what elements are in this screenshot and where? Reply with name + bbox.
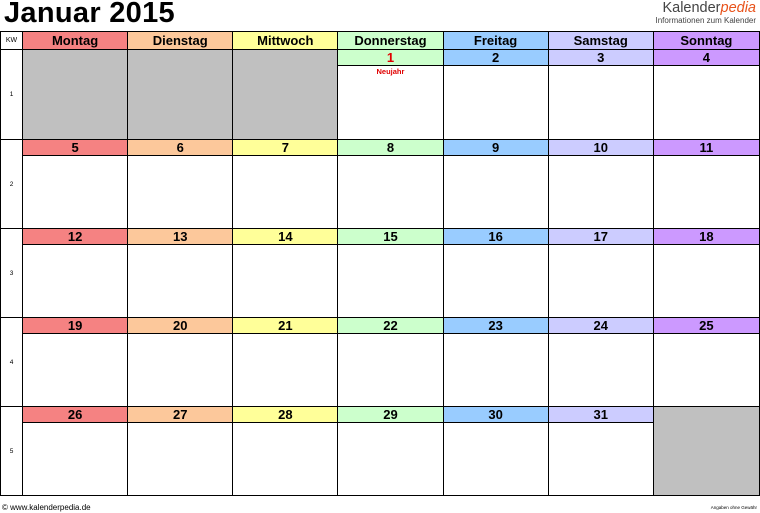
week-4-number-row (1, 318, 760, 334)
holiday-label: Neujahr (376, 67, 405, 76)
day-cell[interactable] (128, 156, 233, 229)
day-number: 12 (23, 229, 128, 245)
day-number: 23 (443, 318, 548, 334)
week-number: 4 (1, 318, 23, 407)
day-number: 9 (443, 140, 548, 156)
empty-day-cell (233, 50, 338, 140)
day-cell[interactable] (653, 245, 759, 318)
day-cell[interactable] (443, 156, 548, 229)
brand-tagline: Informationen zum Kalender (655, 16, 756, 25)
day-cell[interactable] (23, 334, 128, 407)
day-number: 6 (128, 140, 233, 156)
day-cell[interactable] (338, 245, 443, 318)
day-number: 16 (443, 229, 548, 245)
week-3-body-row (1, 245, 760, 318)
day-number: 31 (548, 407, 653, 423)
day-number: 13 (128, 229, 233, 245)
copyright-link[interactable]: © www.kalenderpedia.de (2, 503, 91, 512)
day-number: 26 (23, 407, 128, 423)
brand-logo[interactable] (656, 1, 757, 26)
day-cell[interactable] (128, 334, 233, 407)
day-cell[interactable] (443, 423, 548, 496)
day-number: 20 (128, 318, 233, 334)
weekday-header-saturday: Samstag (548, 32, 653, 50)
empty-day-cell (128, 50, 233, 140)
day-number: 19 (23, 318, 128, 334)
weekday-header-thursday: Donnerstag (338, 32, 443, 50)
day-number: 24 (548, 318, 653, 334)
brand-name-part1: Kalender (662, 0, 721, 16)
day-cell[interactable] (338, 66, 443, 140)
day-cell[interactable] (548, 423, 653, 496)
day-cell[interactable] (23, 245, 128, 318)
day-cell[interactable] (23, 156, 128, 229)
day-cell[interactable] (443, 245, 548, 318)
day-number: 27 (128, 407, 233, 423)
day-cell[interactable] (233, 334, 338, 407)
day-cell[interactable] (443, 66, 548, 140)
day-cell[interactable] (653, 156, 759, 229)
week-number: 2 (1, 140, 23, 229)
day-cell[interactable] (653, 66, 759, 140)
day-cell[interactable] (23, 423, 128, 496)
kw-header: KW (1, 32, 23, 50)
week-number: 1 (1, 50, 23, 140)
weekday-header-tuesday: Dienstag (128, 32, 233, 50)
day-number: 2 (443, 50, 548, 66)
day-number: 4 (653, 50, 759, 66)
day-number: 21 (233, 318, 338, 334)
day-number: 11 (653, 140, 759, 156)
day-cell[interactable] (233, 245, 338, 318)
day-cell[interactable] (338, 334, 443, 407)
day-number: 18 (653, 229, 759, 245)
day-number: 30 (443, 407, 548, 423)
day-number: 3 (548, 50, 653, 66)
day-cell[interactable] (233, 423, 338, 496)
day-number: 5 (23, 140, 128, 156)
day-cell[interactable] (548, 66, 653, 140)
week-4-body-row (1, 334, 760, 407)
brand-name-part2: pedia (720, 0, 756, 16)
day-cell[interactable] (653, 334, 759, 407)
day-number: 25 (653, 318, 759, 334)
day-cell[interactable] (338, 423, 443, 496)
day-number: 1 (338, 50, 443, 66)
day-cell[interactable] (338, 156, 443, 229)
day-number: 22 (338, 318, 443, 334)
day-cell[interactable] (548, 334, 653, 407)
day-number: 17 (548, 229, 653, 245)
day-number: 10 (548, 140, 653, 156)
day-number: 14 (233, 229, 338, 245)
weekday-header-sunday: Sonntag (653, 32, 759, 50)
day-number: 8 (338, 140, 443, 156)
week-2-number-row (1, 140, 760, 156)
empty-day-cell (653, 407, 759, 496)
calendar-grid (0, 31, 760, 496)
day-number: 28 (233, 407, 338, 423)
page-title: Januar 2015 (4, 0, 175, 29)
week-3-number-row (1, 229, 760, 245)
weekday-header-wednesday: Mittwoch (233, 32, 338, 50)
weekday-header-monday: Montag (23, 32, 128, 50)
week-5-number-row (1, 407, 760, 423)
week-number: 5 (1, 407, 23, 496)
day-number: 29 (338, 407, 443, 423)
week-number: 3 (1, 229, 23, 318)
day-cell[interactable] (128, 423, 233, 496)
day-cell[interactable] (548, 245, 653, 318)
day-number: 7 (233, 140, 338, 156)
week-2-body-row (1, 156, 760, 229)
day-number: 15 (338, 229, 443, 245)
disclaimer-text: Angaben ohne Gewähr (710, 505, 757, 510)
empty-day-cell (23, 50, 128, 140)
day-cell[interactable] (233, 156, 338, 229)
day-cell[interactable] (128, 245, 233, 318)
week-5-body-row (1, 423, 760, 496)
weekday-header-row (1, 32, 760, 50)
day-cell[interactable] (548, 156, 653, 229)
day-cell[interactable] (443, 334, 548, 407)
weekday-header-friday: Freitag (443, 32, 548, 50)
week-1-number-row (1, 50, 760, 66)
